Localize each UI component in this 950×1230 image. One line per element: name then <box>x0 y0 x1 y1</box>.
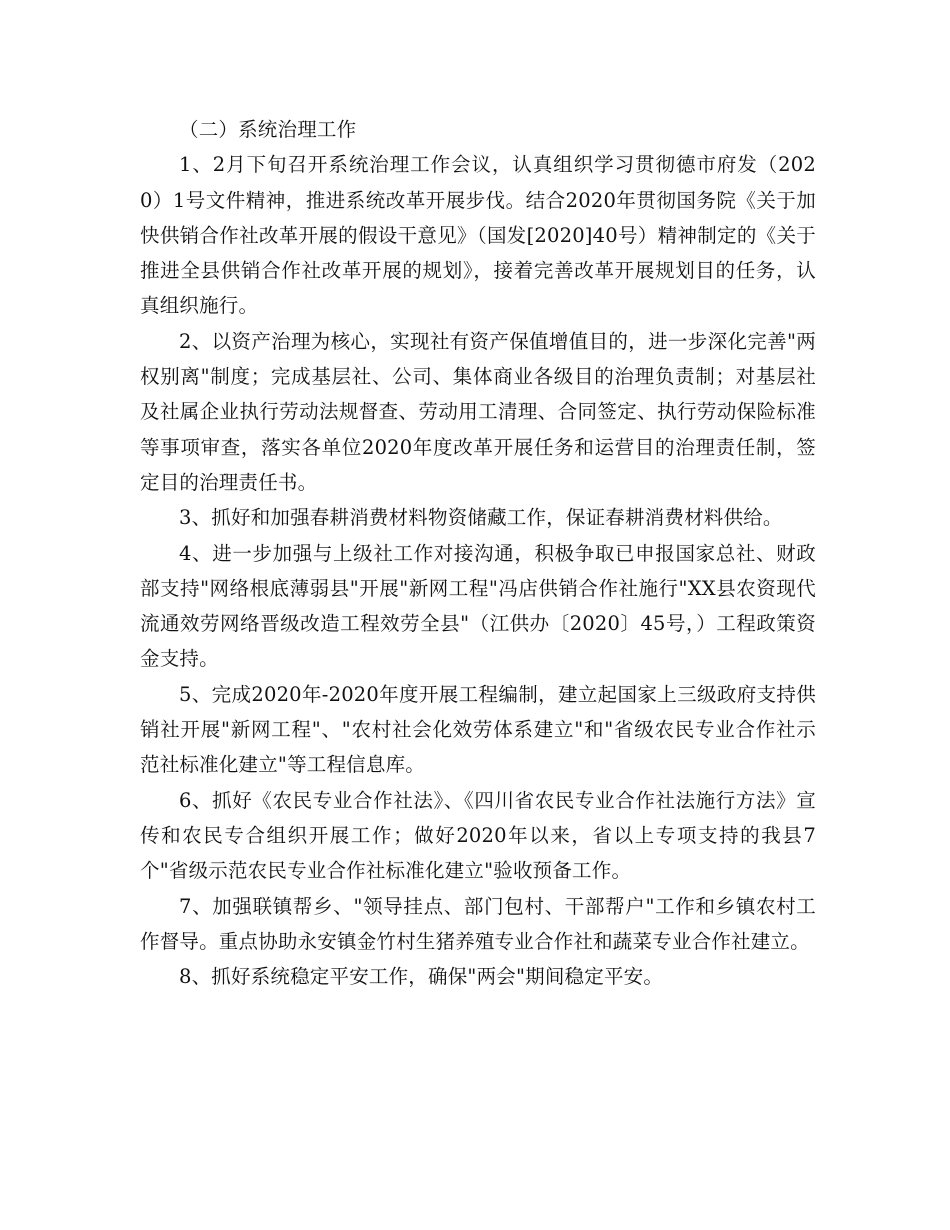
paragraph-4: 4、进一步加强与上级社工作对接沟通，积极争取已申报国家总社、财政部支持"网络根底薄弱县"开展"新网工程"冯店供销合作社施行"XX县农资现代流通效劳网络晋级改造工程效劳全县"（江供办〔2020〕45号，）工程政策资金支持。 <box>140 541 816 671</box>
section-heading: （二）系统治理工作 <box>179 118 357 141</box>
paragraph-2: 2、以资产治理为核心，实现社有资产保值增值目的，进一步深化完善"两权别离"制度；完成基层社、公司、集体商业各级目的治理负责制；对基层社及社属企业执行劳动法规督查、劳动用工清理、合同签定、执行劳动保险标准等事项审查，落实各单位2020年度改革开展任务和运营目的治理责任制，签定目的治理责任书。 <box>140 329 816 494</box>
paragraph-5: 5、完成2020年-2020年度开展工程编制，建立起国家上三级政府支持供销社开展"新网工程"、"农村社会化效劳体系建立"和"省级农民专业合作社示范社标准化建立"等工程信息库。 <box>140 682 816 777</box>
paragraph-1: 1、2月下旬召开系统治理工作会议，认真组织学习贯彻德市府发（2020）1号文件精神，推进系统改革开展步伐。结合2020年贯彻国务院《关于加快供销合作社改革开展的假设干意见》（国发[2020]40号）精神制定的《关于推进全县供销合作社改革开展的规划》，接着完善改革开展规划目的任务，认真组织施行。 <box>140 153 816 318</box>
paragraph-8: 8、抓好系统稳定平安工作，确保"两会"期间稳定平安。 <box>179 965 664 989</box>
document-page <box>140 112 816 994</box>
paragraph-3: 3、抓好和加强春耕消费材料物资储藏工作，保证春耕消费材料供给。 <box>179 506 783 530</box>
paragraph-6: 6、抓好《农民专业合作社法》、《四川省农民专业合作社法施行方法》宣传和农民专合组织开展工作；做好2020年以来，省以上专项支持的我县7个"省级示范农民专业合作社标准化建立"验收预备工作。 <box>140 788 816 883</box>
paragraph-7: 7、加强联镇帮乡、"领导挂点、部门包村、干部帮户"工作和乡镇农村工作督导。重点协助永安镇金竹村生猪养殖专业合作社和蔬菜专业合作社建立。 <box>140 894 816 953</box>
